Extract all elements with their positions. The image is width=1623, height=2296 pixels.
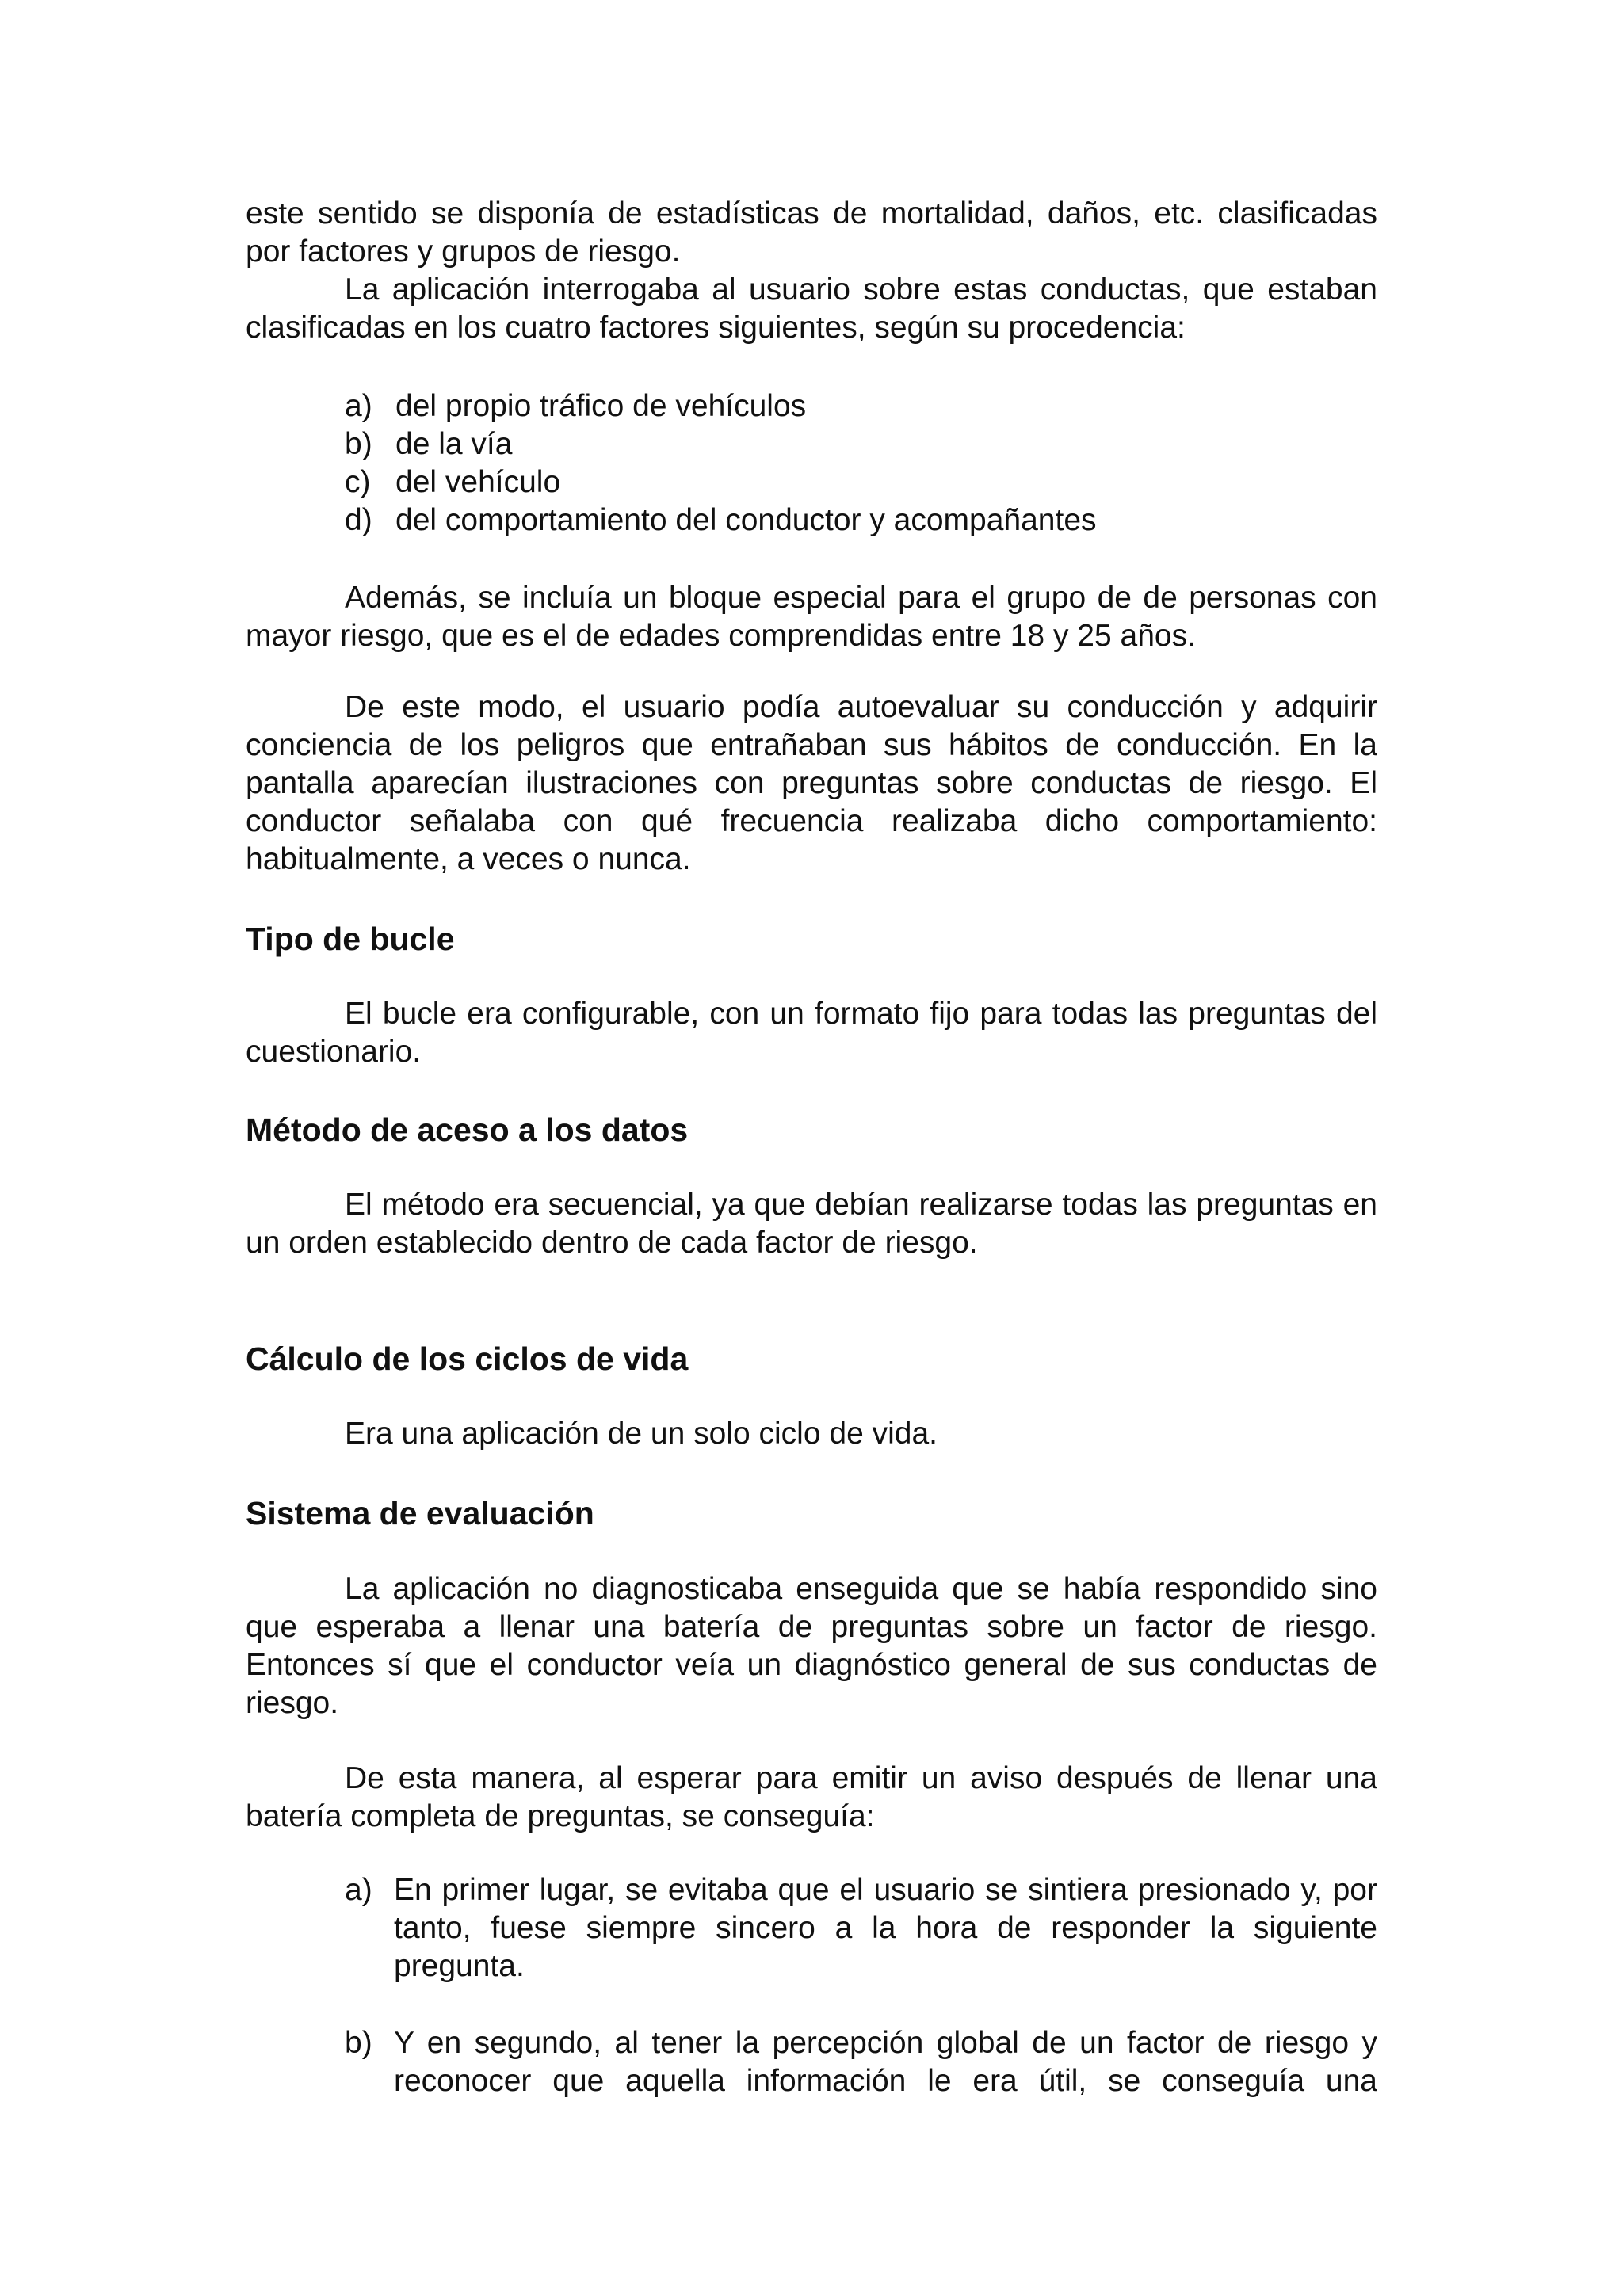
list-item (345, 502, 1097, 540)
heading-metodo-acceso: Método de aceso a los datos (246, 1112, 689, 1148)
list-item (345, 1871, 1377, 1985)
list-item-label: c) (345, 465, 371, 499)
paragraph-acceso: El método era secuencial, ya que debían realizarse todas las preguntas en un orden establecido dentro de cada factor de riesgo. (246, 1188, 1377, 1260)
list-item-label: d) (345, 503, 372, 537)
list-item (345, 387, 1097, 425)
list-item-text: Y en segundo, al tener la percepción global de un factor de riesgo y reconocer que aquella información le era útil, se conseguía una (394, 2026, 1377, 2098)
paragraph-ciclos: Era una aplicación de un solo ciclo de vida. (345, 1417, 938, 1451)
benefit-item-a (345, 1871, 1377, 1985)
list-item-label: b) (345, 427, 372, 461)
heading-tipo-de-bucle: Tipo de bucle (246, 921, 455, 957)
paragraph-special-block: Además, se incluía un bloque especial para el grupo de de personas con mayor riesgo, que es el de edades comprendidas entre 18 y 25 años. (246, 581, 1377, 653)
list-item (345, 425, 1097, 463)
factors-list (345, 387, 1097, 540)
list-item-text: de la vía (395, 427, 513, 461)
paragraph-evaluacion: La aplicación no diagnosticaba enseguida que se había respondido sino que esperaba a llenar una batería de preguntas sobre un factor de riesgo. Entonces sí que el conductor veía un diagnóstico general de sus conductas de riesgo. (246, 1572, 1377, 1720)
heading-sistema-evaluacion: Sistema de evaluación (246, 1495, 594, 1531)
list-item-text: En primer lugar, se evitaba que el usuario se sintiera presionado y, por tanto, fuese siempre sincero a la hora de responder la siguiente pregunta. (394, 1873, 1377, 1983)
paragraph-application: La aplicación interrogaba al usuario sobre estas conductas, que estaban clasificadas en los cuatro factores siguientes, según su procedencia: (246, 273, 1377, 345)
paragraph-bucle: El bucle era configurable, con un formato fijo para todas las preguntas del cuestionario. (246, 997, 1377, 1069)
benefit-item-b (345, 2024, 1377, 2100)
list-item-label: a) (345, 389, 372, 423)
paragraph-self-evaluation: De este modo, el usuario podía autoevaluar su conducción y adquirir conciencia de los peligros que entrañaban sus hábitos de conducción. En la pantalla aparecían ilustraciones con preguntas sobre conductas de riesgo. El conductor señalaba con qué frecuencia realizaba dicho comportamiento: habitualmente, a veces o nunca. (246, 690, 1377, 876)
list-item-text: del comportamiento del conductor y acompañantes (395, 503, 1097, 537)
list-item-text: del propio tráfico de vehículos (395, 389, 807, 423)
list-item (345, 463, 1097, 502)
list-item (345, 2024, 1377, 2100)
list-item-text: del vehículo (395, 465, 561, 499)
list-item-label: a) (345, 1873, 372, 1907)
paragraph-manera: De esta manera, al esperar para emitir un aviso después de llenar una batería completa de preguntas, se conseguía: (246, 1761, 1377, 1833)
paragraph-intro: este sentido se disponía de estadísticas de mortalidad, daños, etc. clasificadas por factores y grupos de riesgo. (246, 196, 1377, 269)
heading-ciclos-de-vida: Cálculo de los ciclos de vida (246, 1341, 689, 1377)
list-item-label: b) (345, 2026, 372, 2060)
